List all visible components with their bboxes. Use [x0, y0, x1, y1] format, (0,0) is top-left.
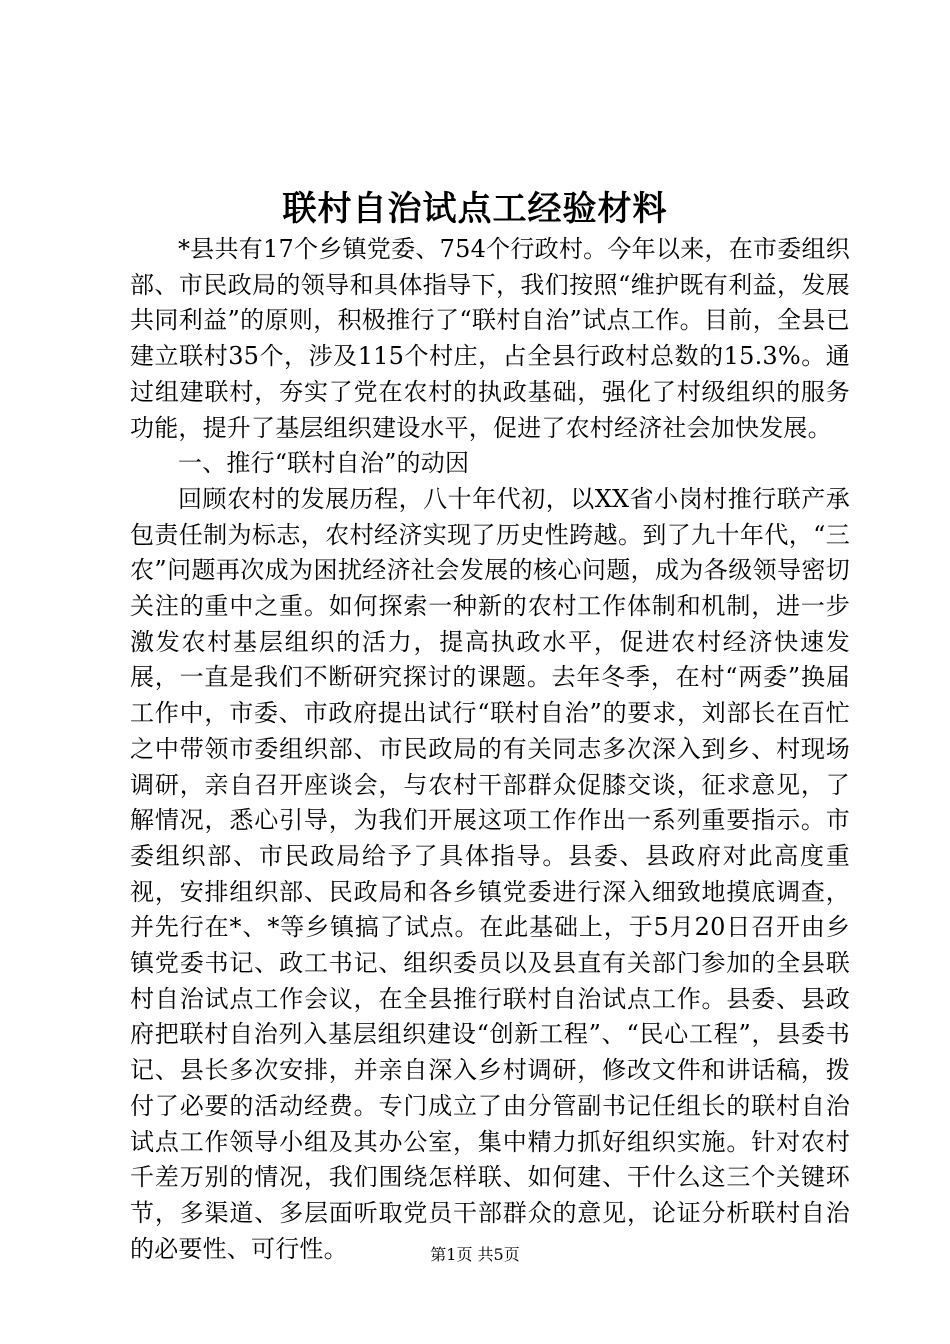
- document-body: [130, 232, 850, 1267]
- page-footer: 第1页 共5页: [430, 1245, 520, 1264]
- paragraph-intro: *县共有17个乡镇党委、754个行政村。今年以来，在市委组织部、市民政局的领导和具体指导下，我们按照“维护既有利益，发展共同利益”的原则，积极推行了“联村自治”试点工作。目前，全县已建立联村35个，涉及115个村庄，占全县行政村总数的15.3%。通过组建联村，夯实了党在农村的执政基础，强化了村级组织的服务功能，提升了基层组织建设水平，促进了农村经济社会加快发展。: [130, 235, 850, 442]
- section-heading: 一、推行“联村自治”的动因: [178, 449, 470, 478]
- document-title: 联村自治试点工经验材料: [282, 189, 668, 229]
- paragraph-motivation: 回顾农村的发展历程，八十年代初，以XX省小岗村推行联产承包责任制为标志，农村经济实现了历史性跨越。到了九十年代，“三农”问题再次成为困扰经济社会发展的核心问题，成为各级领导密切关注的重中之重。如何探索一种新的农村工作体制和机制，进一步激发农村基层组织的活力，提高执政水平，促进农村经济快速发展，一直是我们不断研究探讨的课题。去年冬季，在村“两委”换届工作中，市委、市政府提出试行“联村自治”的要求，刘部长在百忙之中带领市委组织部、市民政局的有关同志多次深入到乡、村现场调研，亲自召开座谈会，与农村干部群众促膝交谈，征求意见，了解情况，悉心引导，为我们开展这项工作作出一系列重要指示。市委组织部、市民政局给予了具体指导。县委、县政府对此高度重视，安排组织部、民政局和各乡镇党委进行深入细致地摸底调查，并先行在*、*等乡镇搞了试点。在此基础上，于5月20日召开由乡镇党委书记、政工书记、组织委员以及县直有关部门参加的全县联村自治试点工作会议，在全县推行联村自治试点工作。县委、县政府把联村自治列入基层组织建设“创新工程”、“民心工程”，县委书记、县长多次安排，并亲自深入乡村调研，修改文件和讲话稿，拨付了必要的活动经费。专门成立了由分管副书记任组长的联村自治试点工作领导小组及其办公室，集中精力抓好组织实施。针对农村千差万别的情况，我们围绕怎样联、如何建、干什么这三个关键环节，多渠道、多层面听取党员干部群众的意见，论证分析联村自治的必要性、可行性。: [130, 484, 850, 1263]
